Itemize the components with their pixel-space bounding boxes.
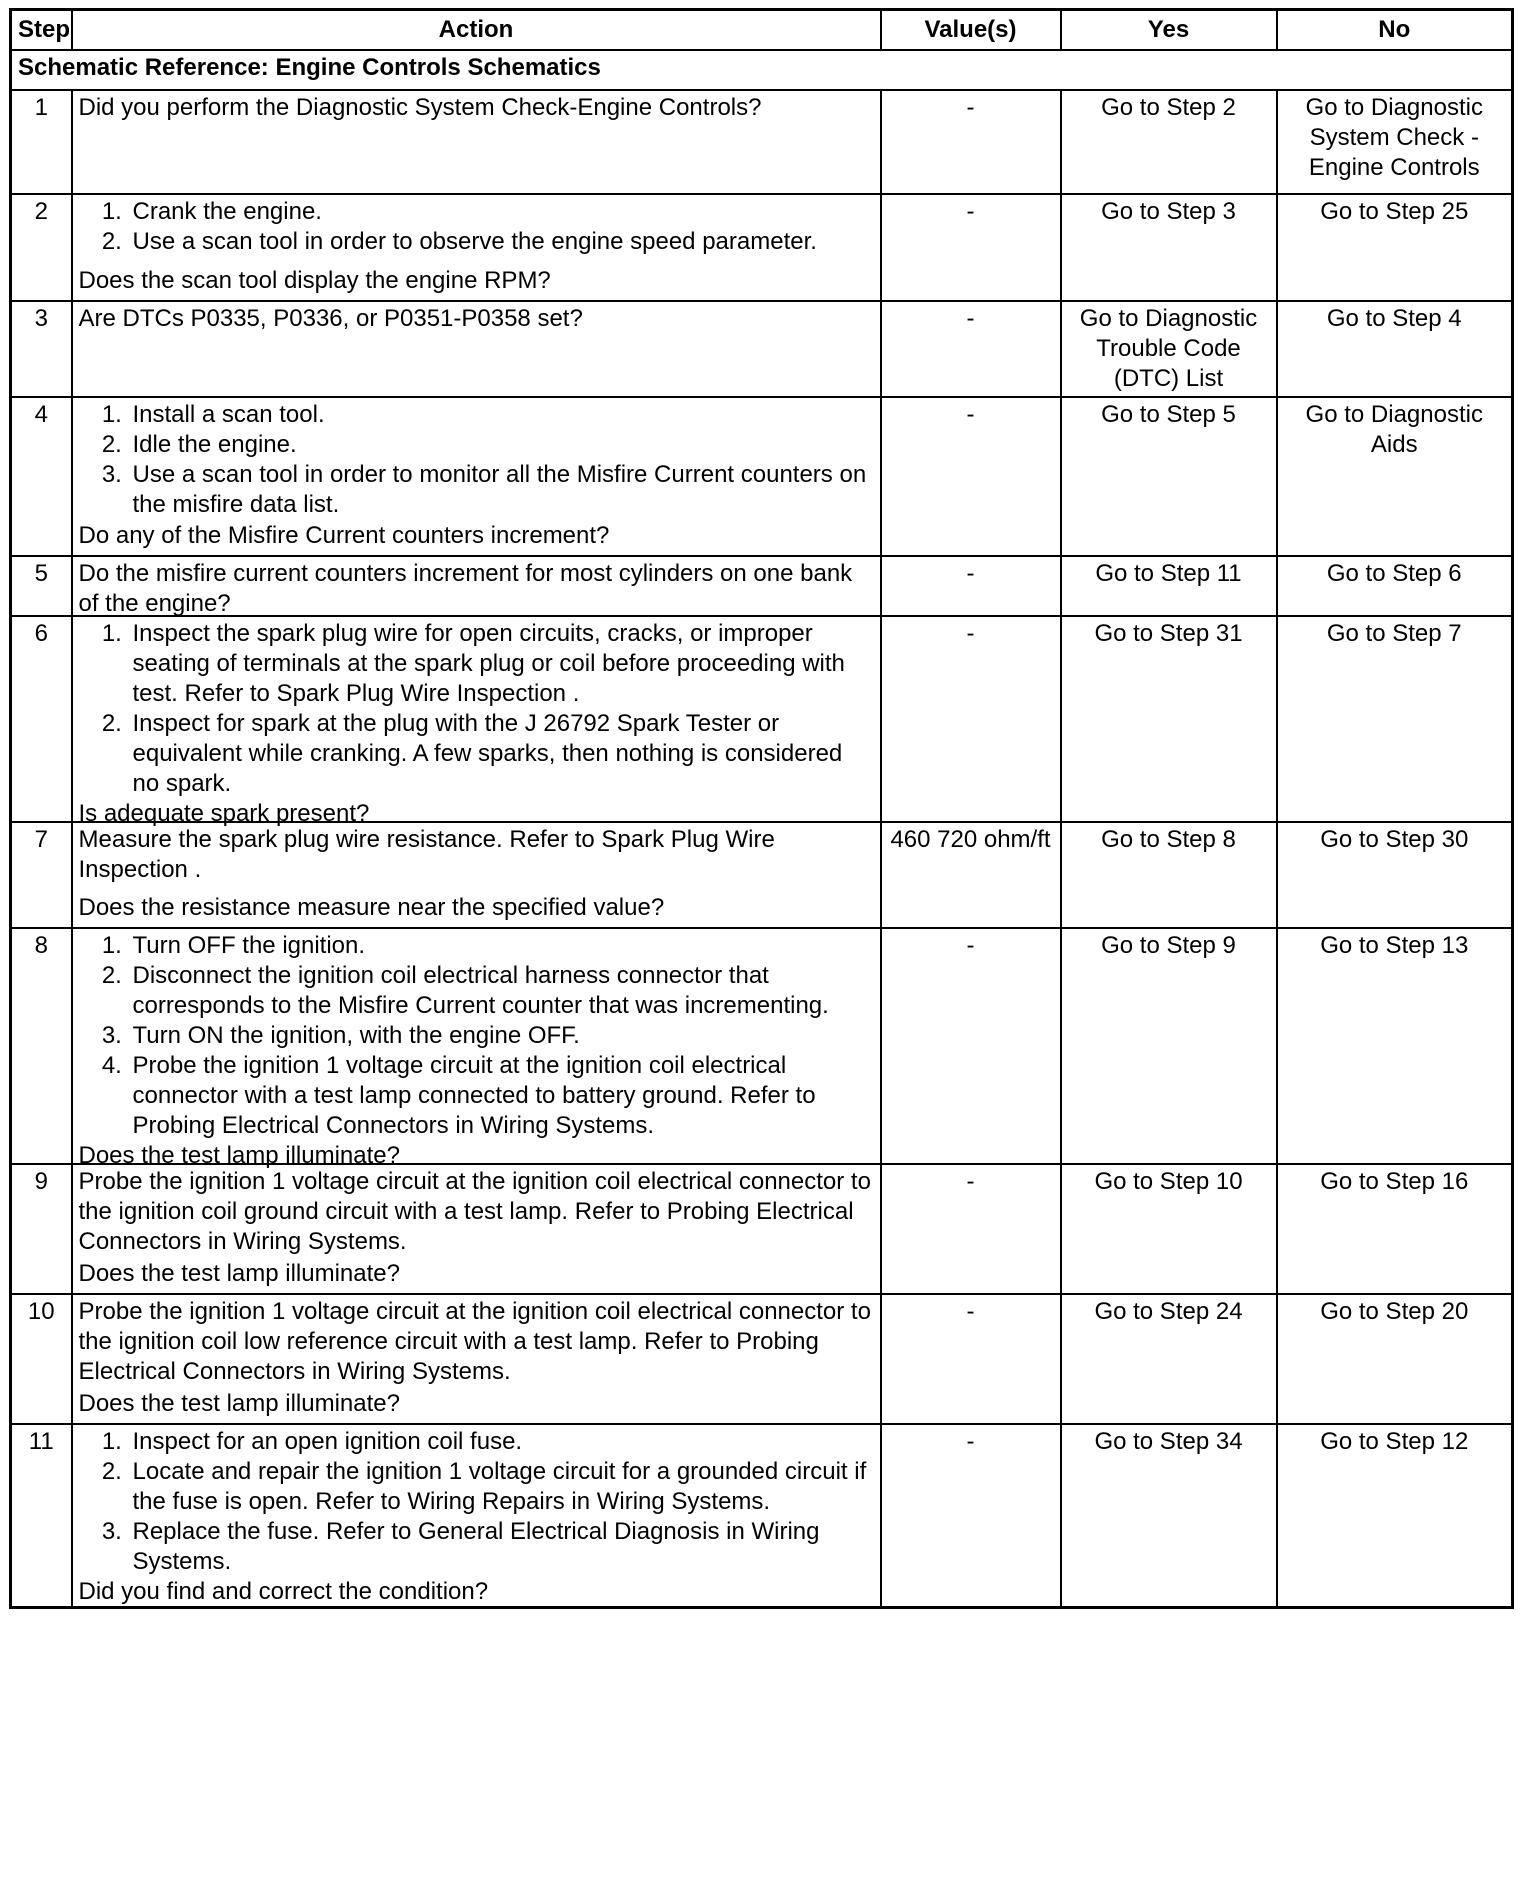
step-number: 2 bbox=[11, 194, 72, 301]
action-step-item: 1. Install a scan tool. bbox=[129, 400, 874, 430]
action-cell bbox=[72, 822, 881, 928]
action-cell bbox=[72, 616, 881, 827]
no-cell: Go to Diagnostic System Check - Engine Controls bbox=[1277, 90, 1513, 194]
action-body bbox=[79, 1167, 874, 1257]
value-cell: - bbox=[881, 194, 1061, 301]
action-content bbox=[79, 304, 874, 381]
action-question: Do any of the Misfire Current counters increment? bbox=[78, 521, 610, 549]
table-row bbox=[11, 1294, 1513, 1424]
action-step-list bbox=[79, 1427, 874, 1577]
header-no: No bbox=[1277, 10, 1513, 50]
action-cell bbox=[72, 1294, 881, 1424]
table-row bbox=[11, 1424, 1513, 1608]
action-text: Are DTCs P0335, P0336, or P0351-P0358 set? bbox=[78, 304, 583, 332]
value-cell: - bbox=[881, 397, 1061, 556]
action-content bbox=[79, 93, 874, 189]
header-row bbox=[11, 10, 1513, 50]
table-row bbox=[11, 928, 1513, 1164]
yes-cell: Go to Step 24 bbox=[1061, 1294, 1277, 1424]
diagnostic-table-page bbox=[9, 8, 1511, 1609]
no-cell: Go to Diagnostic Aids bbox=[1277, 397, 1513, 556]
value-cell: - bbox=[881, 1164, 1061, 1294]
step-number: 4 bbox=[11, 397, 72, 556]
value-cell: - bbox=[881, 90, 1061, 194]
value-cell: - bbox=[881, 616, 1061, 822]
step-number: 6 bbox=[11, 616, 72, 822]
step-number: 1 bbox=[11, 90, 72, 194]
action-step-item: 1. Turn OFF the ignition. bbox=[129, 931, 874, 961]
action-question: Does the test lamp illuminate? bbox=[78, 1259, 400, 1287]
action-question: Does the scan tool display the engine RPM? bbox=[78, 266, 551, 294]
action-cell bbox=[72, 928, 881, 1169]
table-row bbox=[11, 556, 1513, 616]
action-question: Does the resistance measure near the specified value? bbox=[78, 893, 665, 921]
table-row bbox=[11, 822, 1513, 928]
action-cell bbox=[72, 397, 881, 556]
step-number: 11 bbox=[11, 1424, 72, 1608]
action-step-item: 3. Replace the fuse. Refer to General Electrical Diagnosis in Wiring Systems. bbox=[129, 1517, 874, 1577]
action-cell bbox=[72, 1164, 881, 1294]
schematic-reference-row bbox=[11, 50, 1513, 90]
diagnostic-table bbox=[9, 8, 1514, 1609]
value-cell: 460 720 ohm/ft bbox=[881, 822, 1061, 928]
yes-cell: Go to Step 10 bbox=[1061, 1164, 1277, 1294]
action-question: Does the test lamp illuminate? bbox=[78, 1389, 400, 1417]
action-question: Did you find and correct the condition? bbox=[78, 1577, 489, 1605]
action-body bbox=[79, 931, 874, 1141]
action-step-item: 1. Crank the engine. bbox=[129, 197, 874, 227]
action-step-item: 1. Inspect the spark plug wire for open circuits, cracks, or improper seating of terminals at the spark plug or coil before proceeding with test. Refer to Spark Plug Wire Inspection . bbox=[129, 619, 874, 709]
action-body bbox=[79, 559, 874, 619]
no-cell: Go to Step 4 bbox=[1277, 301, 1513, 397]
yes-cell: Go to Step 11 bbox=[1061, 556, 1277, 616]
action-text: Probe the ignition 1 voltage circuit at the ignition coil electrical connector to the ignition coil low reference circuit with a test lamp. Refer to Probing Electrical Connectors in Wiring Systems. bbox=[78, 1297, 871, 1385]
action-body bbox=[79, 825, 874, 885]
header-values: Value(s) bbox=[881, 10, 1061, 50]
action-content bbox=[79, 1167, 874, 1289]
table-row bbox=[11, 301, 1513, 397]
action-body bbox=[79, 400, 874, 520]
step-number: 7 bbox=[11, 822, 72, 928]
action-step-item: 2. Idle the engine. bbox=[129, 430, 874, 460]
step-number: 9 bbox=[11, 1164, 72, 1294]
action-cell bbox=[72, 90, 881, 194]
action-body bbox=[79, 1427, 874, 1577]
action-cell bbox=[72, 301, 881, 397]
action-step-item: 3. Use a scan tool in order to monitor all the Misfire Current counters on the misfire data list. bbox=[129, 460, 874, 520]
step-number: 8 bbox=[11, 928, 72, 1164]
yes-cell: Go to Step 9 bbox=[1061, 928, 1277, 1164]
yes-cell: Go to Step 31 bbox=[1061, 616, 1277, 822]
action-content bbox=[79, 1297, 874, 1419]
action-text: Do the misfire current counters increment for most cylinders on one bank of the engine? bbox=[78, 559, 853, 617]
action-cell bbox=[72, 1424, 881, 1608]
no-cell: Go to Step 13 bbox=[1277, 928, 1513, 1164]
action-text: Measure the spark plug wire resistance. Refer to Spark Plug Wire Inspection . bbox=[78, 825, 775, 883]
action-cell bbox=[72, 556, 881, 616]
action-question: Does the test lamp illuminate? bbox=[78, 1141, 400, 1169]
step-number: 3 bbox=[11, 301, 72, 397]
action-body bbox=[79, 619, 874, 799]
action-step-list bbox=[79, 931, 874, 1141]
yes-cell: Go to Step 2 bbox=[1061, 90, 1277, 194]
action-step-list bbox=[79, 400, 874, 520]
action-body bbox=[79, 304, 874, 334]
table-row bbox=[11, 194, 1513, 301]
table-row bbox=[11, 1164, 1513, 1294]
action-step-item: 2. Locate and repair the ignition 1 voltage circuit for a grounded circuit if the fuse is open. Refer to Wiring Repairs in Wiring Systems. bbox=[129, 1457, 874, 1517]
action-content bbox=[79, 197, 874, 296]
step-number: 10 bbox=[11, 1294, 72, 1424]
yes-cell: Go to Step 5 bbox=[1061, 397, 1277, 556]
no-cell: Go to Step 7 bbox=[1277, 616, 1513, 822]
no-cell: Go to Step 30 bbox=[1277, 822, 1513, 928]
action-step-item: 2. Inspect for spark at the plug with the J 26792 Spark Tester or equivalent while cranking. A few sparks, then nothing is considered no spark. bbox=[129, 709, 874, 799]
value-cell: - bbox=[881, 1294, 1061, 1424]
action-text: Did you perform the Diagnostic System Check-Engine Controls? bbox=[78, 93, 762, 121]
action-step-item: 1. Inspect for an open ignition coil fuse. bbox=[129, 1427, 874, 1457]
schematic-reference: Schematic Reference: Engine Controls Schematics bbox=[11, 50, 1513, 90]
table-row bbox=[11, 397, 1513, 556]
action-content bbox=[79, 1427, 874, 1603]
action-content bbox=[79, 400, 874, 551]
no-cell: Go to Step 25 bbox=[1277, 194, 1513, 301]
action-body bbox=[79, 197, 874, 257]
action-step-item: 3. Turn ON the ignition, with the engine OFF. bbox=[129, 1021, 874, 1051]
header-action: Action bbox=[72, 10, 881, 50]
no-cell: Go to Step 16 bbox=[1277, 1164, 1513, 1294]
action-content bbox=[79, 825, 874, 923]
value-cell: - bbox=[881, 301, 1061, 397]
action-content bbox=[78, 559, 874, 617]
no-cell: Go to Step 6 bbox=[1277, 556, 1513, 616]
action-step-list bbox=[79, 619, 874, 799]
action-content bbox=[78, 931, 874, 1169]
value-cell: - bbox=[881, 1424, 1061, 1608]
action-step-list bbox=[79, 197, 874, 257]
action-body bbox=[79, 1297, 874, 1387]
no-cell: Go to Step 20 bbox=[1277, 1294, 1513, 1424]
action-question: Is adequate spark present? bbox=[78, 799, 370, 827]
yes-cell: Go to Step 3 bbox=[1061, 194, 1277, 301]
yes-cell: Go to Step 8 bbox=[1061, 822, 1277, 928]
action-step-item: 2. Use a scan tool in order to observe the engine speed parameter. bbox=[129, 227, 874, 257]
yes-cell: Go to Diagnostic Trouble Code (DTC) List bbox=[1061, 301, 1277, 397]
header-yes: Yes bbox=[1061, 10, 1277, 50]
value-cell: - bbox=[881, 928, 1061, 1164]
value-cell: - bbox=[881, 556, 1061, 616]
table-row bbox=[11, 616, 1513, 822]
action-text: Probe the ignition 1 voltage circuit at the ignition coil electrical connector to the ignition coil ground circuit with a test lamp. Refer to Probing Electrical Connectors in Wiring Systems. bbox=[78, 1167, 871, 1255]
table-row bbox=[11, 90, 1513, 194]
no-cell: Go to Step 12 bbox=[1277, 1424, 1513, 1608]
step-number: 5 bbox=[11, 556, 72, 616]
yes-cell: Go to Step 34 bbox=[1061, 1424, 1277, 1608]
action-step-item: 2. Disconnect the ignition coil electrical harness connector that corresponds to the Misfire Current counter that was incrementing. bbox=[129, 961, 874, 1021]
action-body bbox=[79, 93, 874, 123]
action-cell bbox=[72, 194, 881, 301]
action-step-item: 4. Probe the ignition 1 voltage circuit at the ignition coil electrical connector with a test lamp connected to battery ground. Refer to Probing Electrical Connectors in Wiring Systems. bbox=[129, 1051, 874, 1141]
action-content bbox=[78, 619, 874, 827]
header-step: Step bbox=[11, 10, 72, 50]
